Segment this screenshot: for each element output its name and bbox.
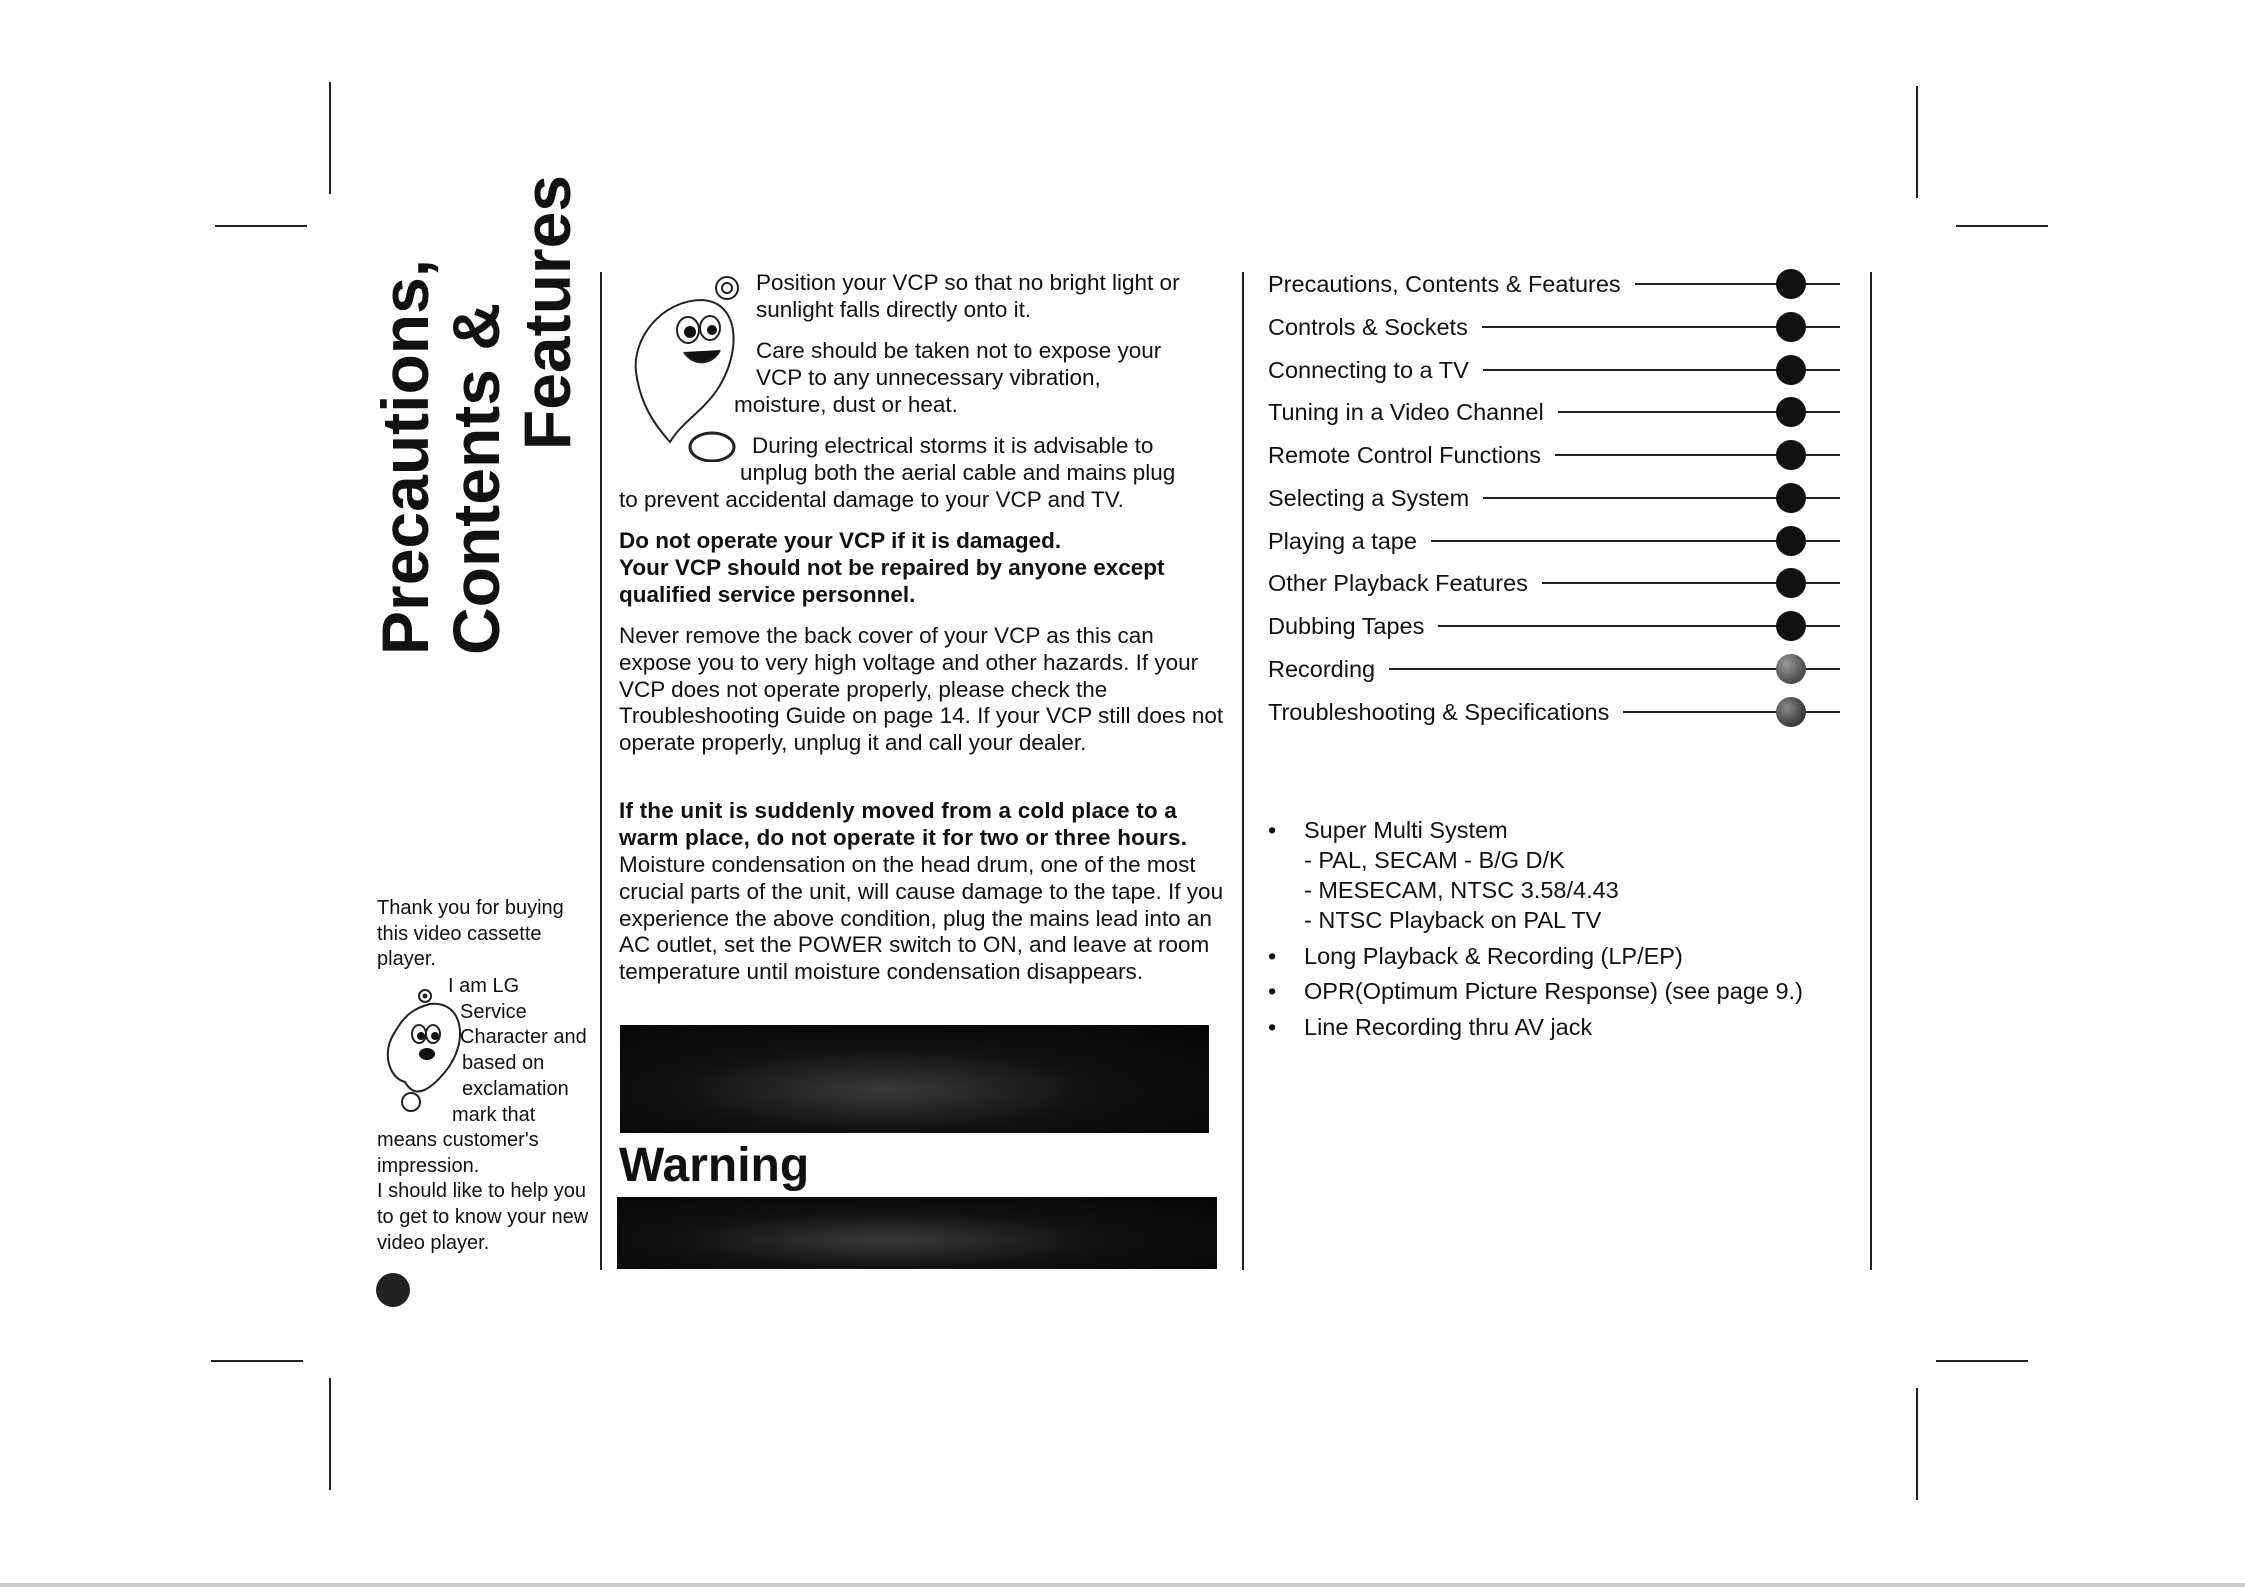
- contents-label: Connecting to a TV: [1268, 355, 1483, 385]
- bullet-dot-icon: [1776, 312, 1806, 342]
- column-divider: [1242, 272, 1244, 1270]
- page-title: [368, 175, 584, 655]
- intro-text-continued: [377, 1128, 595, 1257]
- caption-line: Character and: [460, 1026, 587, 1049]
- text-line: Care should be taken not to expose your: [756, 338, 1162, 363]
- warning-text-bold: If the unit is suddenly moved from a cold place to a warm place, do not operate it for two or three hours.: [619, 798, 1188, 850]
- bullet-dot-icon: [1776, 526, 1806, 556]
- lg-character-icon: [622, 272, 752, 462]
- column-divider: [1870, 272, 1872, 1270]
- warning-heading: Warning: [619, 1139, 810, 1192]
- title-line: Features: [510, 175, 584, 451]
- bullet-dot-icon: [1776, 355, 1806, 385]
- contents-label: Tuning in a Video Channel: [1268, 397, 1558, 427]
- bullet-dot-icon: [1776, 397, 1806, 427]
- bullet-dot-icon: [1776, 611, 1806, 641]
- title-line: Contents &: [439, 303, 513, 655]
- column-divider: [600, 272, 602, 1270]
- feature-label: Line Recording thru AV jack: [1304, 1014, 1593, 1040]
- contents-label: Precautions, Contents & Features: [1268, 269, 1635, 299]
- feature-subitem: - MESECAM, NTSC 3.58/4.43: [1304, 877, 1619, 903]
- feature-subitem: - NTSC Playback on PAL TV: [1304, 907, 1602, 933]
- character-caption: [448, 974, 587, 1128]
- feature-label: OPR(Optimum Picture Response) (see page 9.): [1304, 978, 1803, 1004]
- crop-mark: [215, 225, 307, 227]
- contents-row: [1268, 397, 1840, 437]
- text-line: unplug both the aerial cable and mains plug: [740, 460, 1176, 485]
- paragraph: Never remove the back cover of your VCP as this can expose you to very high voltage and other hazards. If your VCP does not operate properly, please check the Troubleshooting Guide on page 14. If your VCP still does not operate properly, unplug it and call your dealer.: [619, 623, 1224, 756]
- contents-row: [1268, 568, 1840, 608]
- contents-label: Remote Control Functions: [1268, 440, 1555, 470]
- feature-subitem: - PAL, SECAM - B/G D/K: [1304, 847, 1565, 873]
- intro-paragraph: means customer's impression.: [377, 1129, 539, 1177]
- contents-label: Playing a tape: [1268, 526, 1431, 556]
- feature-label: Long Playback & Recording (LP/EP): [1304, 943, 1683, 969]
- crop-mark: [1936, 1360, 2028, 1362]
- bullet-dot-icon: [1776, 440, 1806, 470]
- feature-label: Super Multi System: [1304, 817, 1508, 843]
- intro-paragraph: I should like to help you to get to know your new video player.: [377, 1180, 589, 1254]
- contents-row: [1268, 440, 1840, 480]
- dark-banner: [617, 1197, 1217, 1269]
- crop-mark: [1956, 225, 2048, 227]
- crop-mark: [329, 1378, 331, 1490]
- caption-line: I am LG: [448, 975, 520, 997]
- intro-paragraph: Thank you for buying this video cassette player.: [377, 897, 564, 971]
- contents-label: Troubleshooting & Specifications: [1268, 697, 1623, 727]
- contents-row: [1268, 312, 1840, 352]
- bullet-dot-icon: [1776, 568, 1806, 598]
- contents-label: Other Playback Features: [1268, 568, 1542, 598]
- crop-mark: [211, 1360, 303, 1362]
- scan-edge: [0, 1583, 2245, 1587]
- text-line: to prevent accidental damage to your VCP and TV.: [619, 487, 1124, 512]
- contents-row: [1268, 355, 1840, 395]
- contents-row: [1268, 654, 1840, 694]
- text-line: moisture, dust or heat.: [734, 392, 958, 417]
- dark-banner: [620, 1025, 1209, 1133]
- caption-line: exclamation: [462, 1077, 569, 1100]
- bullet-dot-icon: [1776, 654, 1806, 684]
- contents-label: Selecting a System: [1268, 483, 1483, 513]
- bullet: •: [1268, 817, 1277, 843]
- bullet-dot-icon: [1776, 483, 1806, 513]
- bullet: •: [1268, 943, 1277, 969]
- warning-text-bold: Your VCP should not be repaired by anyone except qualified service personnel.: [619, 555, 1165, 607]
- contents-label: Controls & Sockets: [1268, 312, 1482, 342]
- page-dot-icon: [376, 1273, 410, 1307]
- paragraph: Moisture condensation on the head drum, one of the most crucial parts of the unit, will cause damage to the tape. If you experience the above condition, plug the mains lead into an AC outlet, set the POWER switch to ON, and leave at room temperature until moisture condensation disappears.: [619, 852, 1224, 985]
- contents-row: [1268, 697, 1840, 737]
- contents-label: Dubbing Tapes: [1268, 611, 1438, 641]
- bullet-dot-icon: [1776, 697, 1806, 727]
- contents-row: [1268, 526, 1840, 566]
- caption-line: based on: [462, 1052, 545, 1075]
- contents-label: Recording: [1268, 654, 1389, 684]
- crop-mark: [1916, 1388, 1918, 1500]
- text-line: Position your VCP so that no bright light or: [756, 270, 1180, 295]
- title-line: Precautions,: [368, 258, 442, 655]
- bullet: •: [1268, 1014, 1277, 1040]
- caption-line: Service: [460, 1000, 527, 1023]
- contents-row: [1268, 611, 1840, 651]
- text-line: sunlight falls directly onto it.: [756, 297, 1032, 322]
- caption-line: mark that: [452, 1103, 536, 1126]
- crop-mark: [329, 82, 331, 194]
- warning-text-bold: Do not operate your VCP if it is damaged.: [619, 528, 1062, 553]
- contents-row: [1268, 483, 1840, 523]
- text-line: VCP to any unnecessary vibration,: [756, 365, 1101, 390]
- bullet-dot-icon: [1776, 269, 1806, 299]
- crop-mark: [1916, 86, 1918, 198]
- text-line: During electrical storms it is advisable to: [752, 433, 1154, 458]
- contents-row: [1268, 269, 1840, 309]
- intro-text: [377, 896, 595, 973]
- bullet: •: [1268, 978, 1277, 1004]
